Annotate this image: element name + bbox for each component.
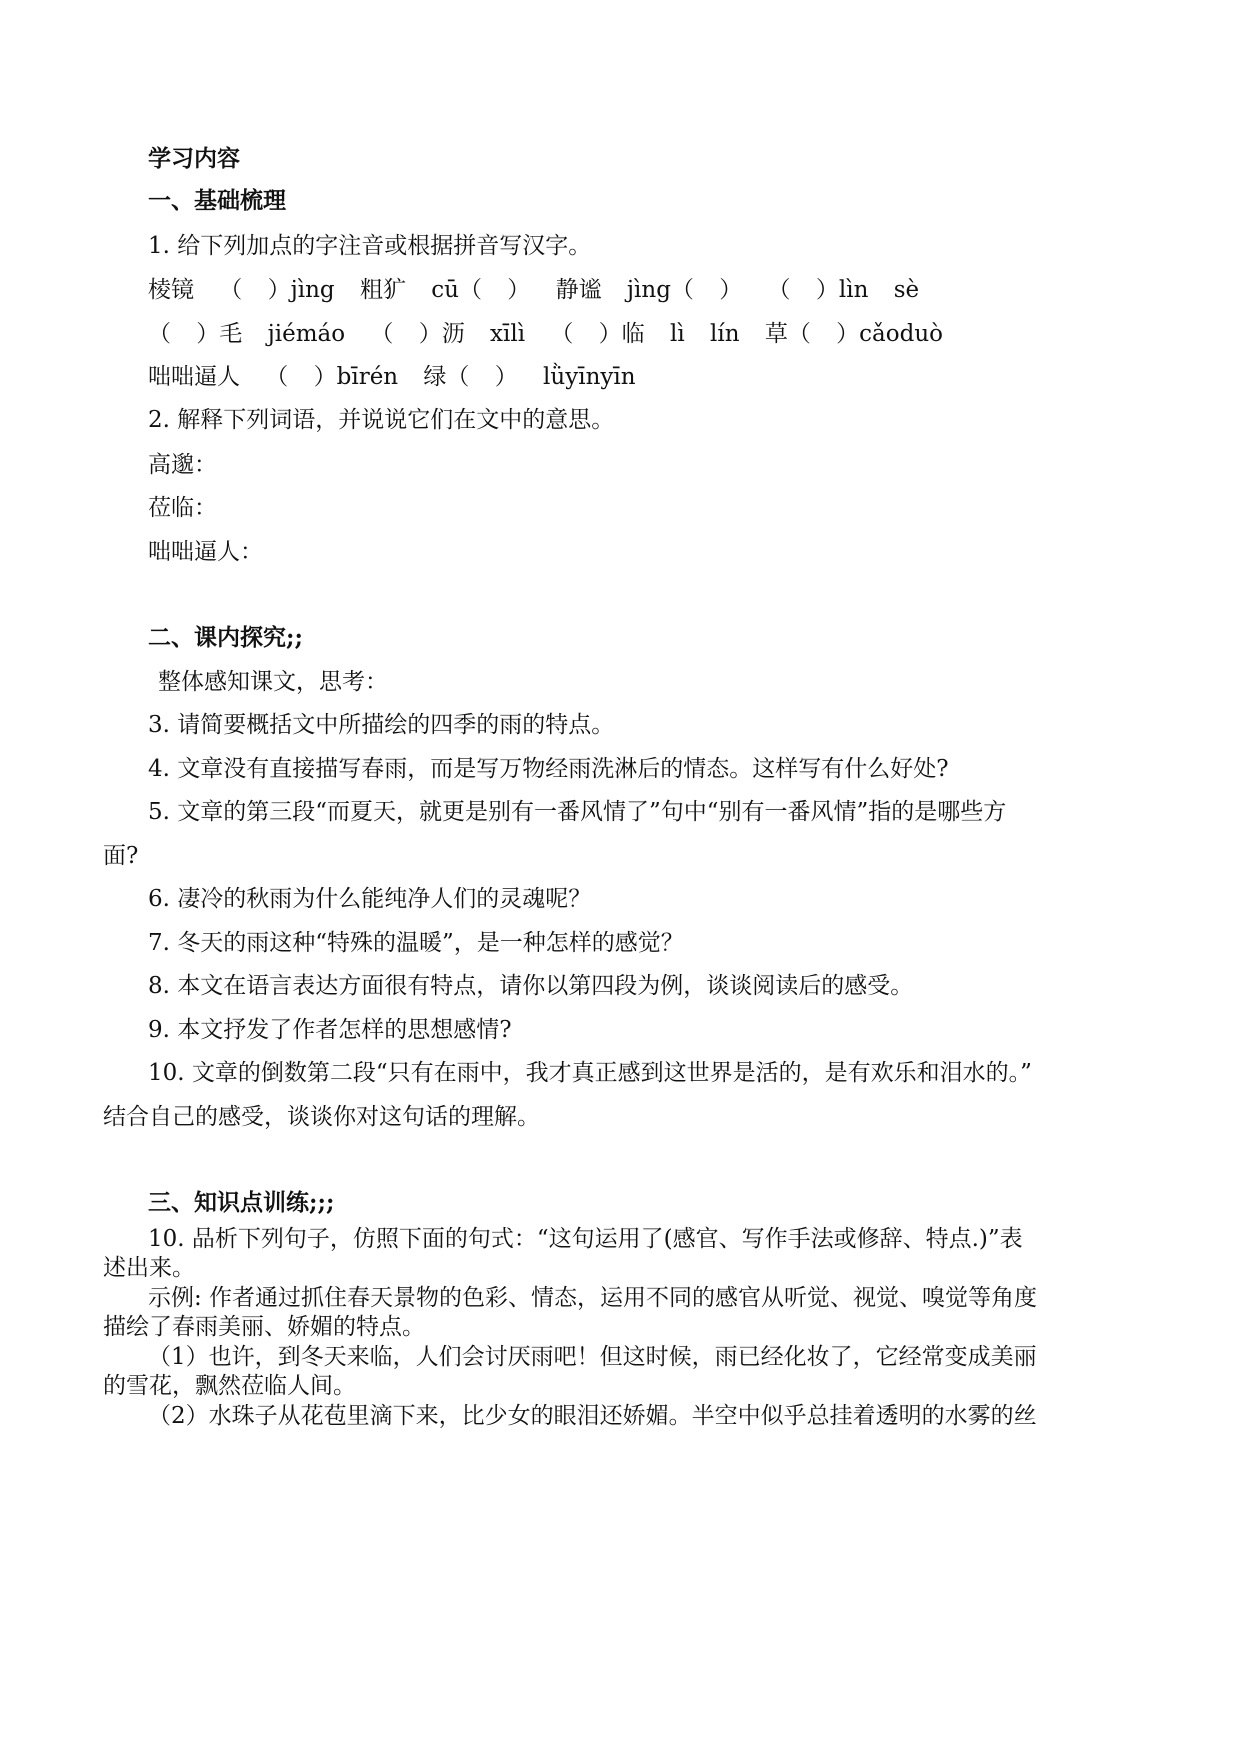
- section-heading-basics: 一、基础梳理: [148, 187, 286, 214]
- section-heading-inquiry: 二、课内探究;;: [148, 624, 303, 651]
- term-gaomiao: 高邈：: [148, 452, 217, 478]
- question-9: 9. 本文抒发了作者怎样的思想感情?: [148, 1017, 512, 1043]
- pinyin-row-1: 棱镜 （ ）jìng 粗犷 cū（ ） 静谧 jìng（ ） （ ）lìn sè: [148, 277, 920, 303]
- question-1: 1. 给下列加点的字注音或根据拼音写汉字。: [148, 233, 592, 259]
- term-duoduobiren: 咄咄逼人：: [148, 539, 263, 565]
- question-3: 3. 请简要概括文中所描绘的四季的雨的特点。: [148, 712, 615, 738]
- sentence-2: （2）水珠子从花苞里滴下来，比少女的眼泪还娇媚。半空中似乎总挂着透明的水雾的丝: [148, 1403, 1037, 1429]
- term-lilin: 莅临：: [148, 495, 217, 521]
- pinyin-row-3: 咄咄逼人 （ ）bīrén 绿（ ） lǜyīnyīn: [148, 364, 636, 390]
- section-heading-practice: 三、知识点训练;;;: [148, 1189, 335, 1216]
- question-4: 4. 文章没有直接描写春雨，而是写万物经雨洗淋后的情态。这样写有什么好处?: [148, 756, 949, 782]
- sentence-1: （1）也许，到冬天来临，人们会讨厌雨吧！但这时候，雨已经化妆了，它经常变成美丽: [148, 1344, 1037, 1370]
- question-8: 8. 本文在语言表达方面很有特点，请你以第四段为例，谈谈阅读后的感受。: [148, 973, 914, 999]
- example-line-2: 描绘了春雨美丽、娇媚的特点。: [103, 1314, 425, 1340]
- pinyin-row-2: （ ）毛 jiémáo （ ）沥 xīlì （ ）临 lì lín 草（ ）cǎoduò: [148, 321, 943, 347]
- sentence-1-continued: 的雪花，飘然莅临人间。: [103, 1373, 356, 1399]
- question-10-continued: 结合自己的感受，谈谈你对这句话的理解。: [103, 1104, 540, 1130]
- example-line-1: 示例: 作者通过抓住春天景物的色彩、情态，运用不同的感官从听觉、视觉、嗅觉等角度: [148, 1285, 1038, 1311]
- question-10: 10. 文章的倒数第二段“只有在雨中，我才真正感到这世界是活的，是有欢乐和泪水的。”: [148, 1060, 1032, 1086]
- question-6: 6. 凄冷的秋雨为什么能纯净人们的灵魂呢？: [148, 886, 592, 912]
- question-7: 7. 冬天的雨这种“特殊的温暖”，是一种怎样的感觉？: [148, 930, 684, 956]
- practice-question-10-continued: 述出来。: [103, 1255, 195, 1281]
- question-5: 5. 文章的第三段“而夏天，就更是别有一番风情了”句中“别有一番风情”指的是哪些方: [148, 799, 1007, 825]
- question-5-continued: 面?: [103, 843, 139, 869]
- inquiry-intro: 整体感知课文，思考：: [158, 669, 388, 695]
- practice-question-10: 10. 品析下列句子，仿照下面的句式：“这句运用了(感官、写作手法或修辞、特点.)”表: [148, 1226, 1023, 1252]
- page-title: 学习内容: [148, 145, 240, 172]
- question-2: 2. 解释下列词语，并说说它们在文中的意思。: [148, 407, 615, 433]
